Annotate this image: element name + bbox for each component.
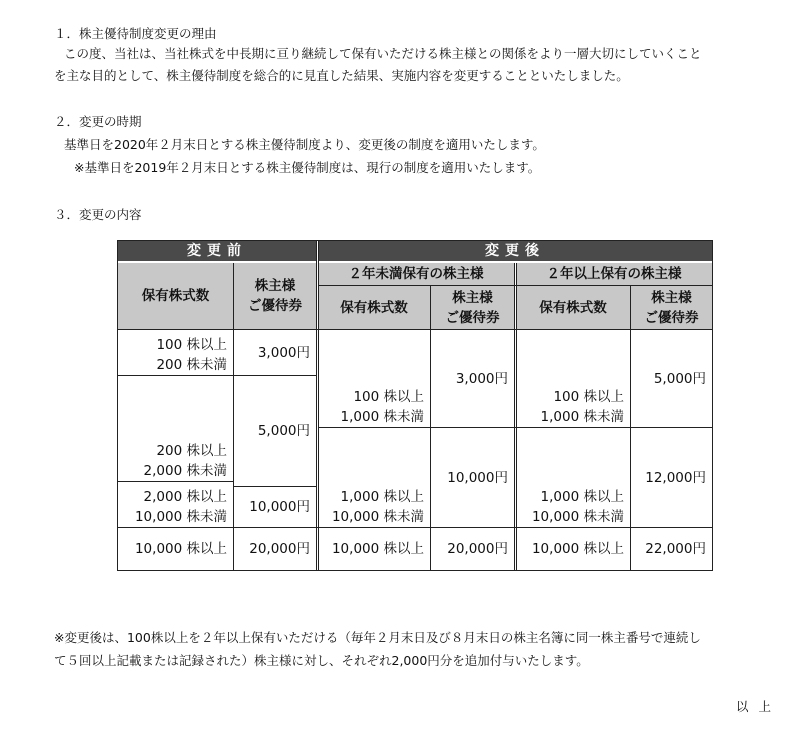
under2-row3-coupon: 20,000円: [447, 541, 508, 557]
section2-note: ※基準日を2019年２月末日とする株主優待制度は、現行の制度を適用いたします。: [74, 160, 541, 175]
shares-from: 200 株以上: [156, 443, 227, 459]
before-row3-shares: [118, 482, 233, 527]
before-col-coupon: [234, 263, 316, 329]
grid-line: [316, 241, 317, 570]
shares-to: 10,000 株未満: [134, 509, 227, 525]
over2-row1-coupon: 5,000円: [653, 370, 706, 387]
shares-to: 200 株未満: [156, 357, 227, 373]
after-header: 変更後: [318, 241, 712, 263]
shares-to: 10,000 株未満: [531, 509, 624, 525]
before-header: 変更前: [118, 241, 316, 263]
over2-col-shares: 保有株式数: [516, 286, 630, 329]
shares-from: 1,000 株以上: [340, 489, 424, 505]
coupon-header-line2: ご優待券: [248, 298, 302, 314]
shares-to: 1,000 株未満: [540, 409, 624, 425]
grid-line: [118, 375, 316, 376]
over2-row2-shares: [516, 428, 630, 527]
shares-to: 1,000 株未満: [340, 409, 424, 425]
grid-line: [318, 427, 712, 428]
coupon-header-line1: 株主様: [452, 289, 493, 306]
shares-from: 100 株以上: [156, 337, 227, 353]
grid-line: [514, 263, 515, 570]
under2-row1-shares: [318, 330, 430, 427]
before-row1-coupon: 3,000円: [257, 344, 310, 361]
shares-to: 2,000 株未満: [143, 463, 227, 479]
over2-row2-coupon: 12,000円: [645, 469, 706, 486]
benefit-table: [117, 240, 713, 571]
grid-line: [318, 285, 712, 286]
grid-line: [118, 329, 712, 330]
under2-row1-coupon: 3,000円: [455, 370, 508, 387]
under2-col-shares: 保有株式数: [318, 286, 430, 329]
coupon-header-line1: 株主様: [651, 289, 692, 306]
grid-line: [118, 527, 712, 528]
section1-text-line1: この度、当社は、当社株式を中長期に亘り継続して保有いただける株主様との関係をより一層大切にしていくこと: [64, 46, 702, 61]
footnote-line1: ※変更後は、100株以上を２年以上保有いただける（毎年２月末日及び８月末日の株主名簿に同一株主番号で連続し: [54, 630, 701, 645]
before-row1-shares: [118, 330, 233, 375]
grid-line: [516, 263, 517, 570]
over2-row1-shares: [516, 330, 630, 427]
coupon-header-line1: 株主様: [254, 278, 296, 294]
footnote-line2: て５回以上記載または記録された）株主様に対し、それぞれ2,000円分を追加付与いたします。: [54, 653, 589, 668]
coupon-header-line2: ご優待券: [445, 309, 500, 326]
closing-mark: 以上: [736, 699, 782, 714]
section2-text-line1: 基準日を2020年２月末日とする株主優待制度より、変更後の制度を適用いたします。: [64, 137, 545, 152]
over2-row3-shares: 10,000 株以上: [531, 541, 624, 557]
under2-group-header: ２年未満保有の株主様: [318, 263, 514, 285]
grid-line: [118, 481, 234, 482]
shares-from: 2,000 株以上: [143, 489, 227, 505]
under2-row2-shares: [318, 428, 430, 527]
coupon-header-line2: ご優待券: [644, 309, 699, 326]
before-row4-coupon: 20,000円: [249, 541, 310, 557]
grid-line: [318, 241, 319, 570]
under2-row2-coupon: 10,000円: [447, 469, 508, 486]
shares-from: 1,000 株以上: [540, 489, 624, 505]
grid-line: [233, 263, 234, 570]
grid-line: [233, 486, 316, 487]
shares-to: 10,000 株未満: [331, 509, 424, 525]
over2-col-coupon: [631, 286, 712, 329]
before-row4-shares: 10,000 株以上: [134, 541, 227, 557]
under2-row3-shares: 10,000 株以上: [331, 541, 424, 557]
shares-from: 100 株以上: [353, 389, 424, 405]
before-col-shares: 保有株式数: [118, 263, 233, 329]
over2-row3-coupon: 22,000円: [645, 541, 706, 557]
section2-heading: ２．変更の時期: [54, 114, 142, 129]
section1-text-line2: を主な目的として、株主優待制度を総合的に見直した結果、実施内容を変更することといたしました。: [54, 68, 629, 83]
under2-col-coupon: [431, 286, 514, 329]
over2-group-header: ２年以上保有の株主様: [516, 263, 712, 285]
section3-heading: ３．変更の内容: [54, 207, 142, 222]
before-row3-coupon: 10,000円: [249, 499, 310, 515]
shares-from: 100 株以上: [553, 389, 624, 405]
section1-heading: １．株主優待制度変更の理由: [54, 26, 217, 41]
before-row2-coupon: 5,000円: [257, 423, 310, 439]
before-row2-shares: [118, 376, 233, 481]
